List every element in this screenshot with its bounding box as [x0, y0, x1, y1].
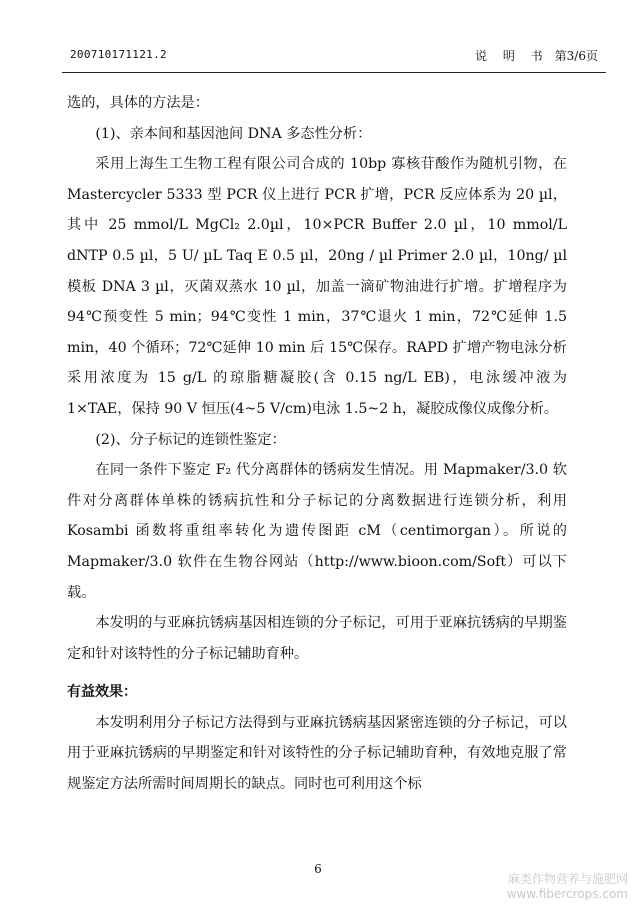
- header-rule: [62, 72, 606, 73]
- spacer: [67, 669, 567, 677]
- document-body: [67, 88, 567, 800]
- section-heading-benefits: 有益效果：: [67, 684, 137, 701]
- method-paragraph-1: 采用上海生工生物工程有限公司合成的 10bp 寡核苷酸作为随机引物，在 Mastercycler 5333 型 PCR 仪上进行 PCR 扩增，PCR 反应体系为 20 µl，其中 25 mmol/L MgCl₂ 2.0µl，10×PCR Buffer 2.0 µl，10 mmol/L dNTP 0.5 µl，5 U/ µL Taq E 0.5 µl，20ng / µl Primer 2.0 µl，10ng/ µl 模板 DNA 3 µl，灭菌双蒸水 10 µl，加盖一滴矿物油进行扩增。扩增程序为 94℃预变性 5 min；94℃变性 1 min，37℃退火 1 min，72℃延伸 1.5 min，40 个循环；72℃延伸 10 min 后 15℃保存。RAPD 扩增产物电泳分析采用浓度为 15 g/L 的琼脂糖凝胶(含 0.15 ng/L EB)，电泳缓冲液为 1×TAE，保持 90 V 恒压(4~5 V/cm)电泳 1.5~2 h，凝胶成像仪成像分析。: [67, 156, 567, 417]
- page-number: 6: [314, 862, 322, 876]
- usage-paragraph: 本发明的与亚麻抗锈病基因相连锁的分子标记，可用于亚麻抗锈病的早期鉴定和针对该特性的分子标记辅助育种。: [67, 615, 567, 662]
- method-paragraph-2: 在同一条件下鉴定 F₂ 代分离群体的锈病发生情况。用 Mapmaker/3.0 软件对分离群体单株的锈病抗性和分子标记的分离数据进行连锁分析，利用 Kosambi 函数将重组率转化为遗传图距 cM（centimorgan）。所说的 Mapmaker/3.0 软件在生物谷网站（http://www.bioon.com/Soft）可以下载。: [67, 462, 567, 601]
- subsection-heading-1: (1)、亲本间和基因池间 DNA 多态性分析：: [95, 125, 372, 142]
- page-header: [0, 0, 636, 74]
- watermark-line-2: www.fibercrops.com: [506, 887, 628, 901]
- document-title: 说 明 书: [475, 49, 549, 63]
- watermark-line-1: 麻类作物营养与施肥网: [507, 872, 628, 886]
- benefits-paragraph: 本发明利用分子标记方法得到与亚麻抗锈病基因紧密连锁的分子标记，可以用于亚麻抗锈病的早期鉴定和针对该特性的分子标记辅助育种，有效地克服了常规鉴定方法所需时间周期长的缺点。同时也可利用这个标: [67, 714, 567, 793]
- page-info: 第3/6页: [554, 49, 598, 63]
- watermark: [507, 872, 628, 902]
- document-id: 200710171121.2: [70, 48, 167, 61]
- text-line: 选的，具体的方法是：: [67, 95, 209, 111]
- subsection-heading-2: (2)、分子标记的连锁性鉴定：: [95, 431, 286, 448]
- header-right: [475, 47, 598, 64]
